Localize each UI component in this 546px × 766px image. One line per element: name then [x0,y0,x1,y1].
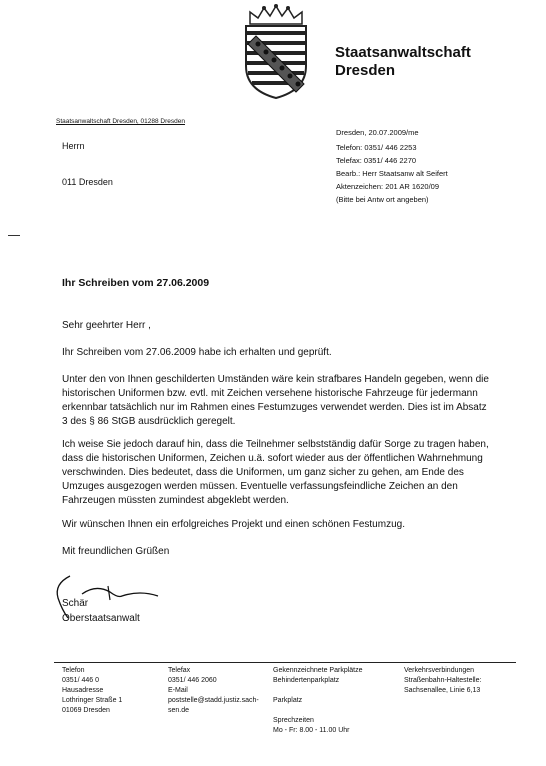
footer-email-cont[interactable]: sen.de [168,707,190,714]
footer-transport-column [404,666,481,696]
letter-date: Dresden, 20.07.2009/me [336,128,419,137]
fold-mark [8,235,20,236]
authority-name-line2: Dresden [335,62,396,79]
footer-line: Behindertenparkplatz [273,677,340,684]
footer-line: Gekennzeichnete Parkplätze [273,667,363,674]
footer-line: 01069 Dresden [62,707,110,714]
paragraph-2: Unter den von Ihnen geschilderten Umständen wäre kein strafbares Handeln gegeben, wenn die historischen Uniformen bzw. evtl. mit Zeichen versehene historische Fahrzeuge für jedermann erkennbar tatsächlich nur im Rahmen eines Festumzuges verwendet werden. Dies ist im Absatz 3 des § 86 StGB ausdrücklich geregelt. [62,374,489,427]
letter-subject: Ihr Schreiben vom 27.06.2009 [62,277,210,289]
authority-name [335,44,471,80]
recipient-salutation: Herrn [62,141,85,151]
handler-name: Bearb.: Herr Staatsanw alt Seifert [336,169,448,178]
saxony-coat-of-arms [236,4,316,100]
footer-line: Sprechzeiten [273,717,314,724]
letter-closing: Mit freundlichen Grüßen [62,546,170,557]
signer-name: Schär [62,598,89,609]
recipient-city: 011 Dresden [62,177,113,187]
footer-line: Verkehrsverbindungen [404,667,475,674]
paragraph-3: Ich weise Sie jedoch darauf hin, dass die Teilnehmer selbstständig dafür Sorge zu tragen haben, dass die historischen Uniformen, Zeichen u.ä. sofort wieder aus der öffentlichen Wahrnehmung verschwinden. Dies bedeutet, dass die Uniformen, um ganz sicher zu gehen, am Ende des Umzuges ausgezogen werden müssen. Eventuelle verfassungsfeindliche Zeichen an den Fahrzeugen müssten zumindest abgeklebt werden. [62,439,489,506]
footer-line: Hausadresse [62,687,104,694]
fax-number: Telefax: 0351/ 446 2270 [336,156,417,165]
footer-line: Mo - Fr: 8.00 - 11.00 Uhr [273,727,350,734]
footer-line: E-Mail [168,687,188,694]
sender-return-line: Staatsanwaltschaft Dresden, 01288 Dresden [56,118,185,125]
footer-line: Lothringer Straße 1 [62,697,123,704]
footer-line: Parkplatz [273,697,303,704]
footer-parking-column [273,666,363,736]
authority-name-line1: Staatsanwaltschaft [335,44,471,61]
footer-email[interactable]: poststelle@stadd.justiz.sach- [168,697,259,704]
signer-title: Oberstaatsanwalt [62,613,140,624]
paragraph-4: Wir wünschen Ihnen ein erfolgreiches Projekt und einen schönen Festumzug. [62,519,405,530]
footer-line [273,706,363,716]
reference-note: (Bitte bei Antw ort angeben) [336,195,429,204]
footer-line [273,686,363,696]
footer-line: 0351/ 446 2060 [168,677,217,684]
phone-number: Telefon: 0351/ 446 2253 [336,143,417,152]
footer-fax-email-column [168,666,259,716]
letter-greeting: Sehr geehrter Herr , [62,320,151,331]
footer-line: Sachsenallee, Linie 6,13 [404,687,481,694]
paragraph-1: Ihr Schreiben vom 27.06.2009 habe ich erhalten und geprüft. [62,347,332,358]
footer-line: Straßenbahn-Haltestelle: [404,677,482,684]
footer-line: Telefax [168,667,191,674]
file-reference: Aktenzeichen: 201 AR 1620/09 [336,182,439,191]
footer-line: 0351/ 446 0 [62,677,99,684]
footer-divider [54,662,516,663]
footer-line: Telefon [62,667,85,674]
footer-contact-column [62,666,122,716]
